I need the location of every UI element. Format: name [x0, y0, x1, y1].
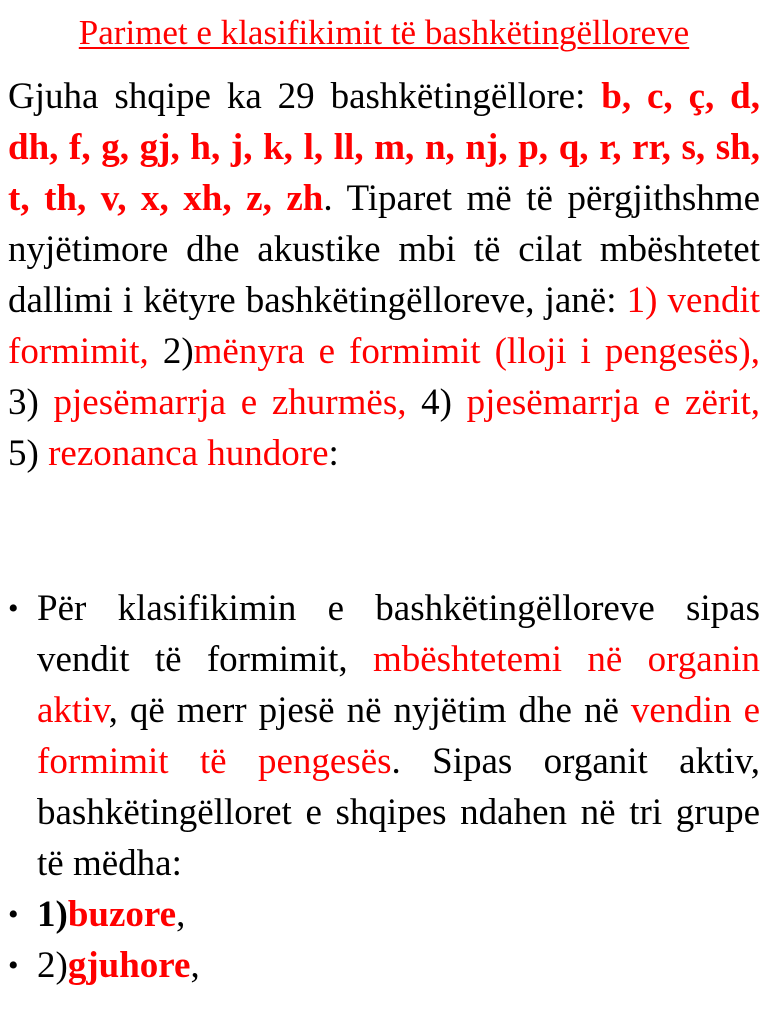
criterion-2: mënyra e formimit (lloji i pengesës), [193, 331, 760, 372]
criterion-4: pjesëmarrja e zërit, [466, 382, 761, 423]
intro-end: : [328, 433, 339, 474]
criterion-1: 1) vendit formimit, [8, 280, 761, 372]
intro-lead: Gjuha shqipe ka 29 bashkëtingëllore: [8, 76, 602, 117]
bullet-text: . Sipas organit aktiv, bashkëtingëlloret e shqipes ndahen në tri grupe të mëdha: [37, 741, 760, 884]
criterion-2-number: 2) [148, 331, 194, 372]
intro-paragraph [8, 71, 760, 479]
bullet-list [8, 583, 760, 991]
intro-text: . Tiparet më të përgjithshme nyjëtimore dhe akustike mbi të cilat mbështetet dallimi i këtyre bashkëtingëlloreve, janë: [8, 178, 760, 321]
group-end: , [190, 945, 200, 986]
group-end: , [176, 894, 186, 935]
criterion-3-number: 3) [8, 382, 54, 423]
group-number: 2) [37, 945, 68, 986]
consonant-list: b, c, ç, d, dh, f, g, gj, h, j, k, l, ll, m, n, nj, p, q, r, rr, s, sh, t, th, v, x, xh, z, zh [8, 76, 760, 219]
bullet-icon: • [8, 949, 19, 982]
bullet-text: , që merr pjesë në nyjëtim dhe në [108, 690, 631, 731]
group-number: 1) [37, 894, 68, 935]
criterion-4-number: 4) [406, 382, 467, 423]
group-label: gjuhore [67, 945, 191, 986]
criterion-5: rezonanca hundore [48, 433, 329, 474]
bullet-icon: • [8, 898, 19, 931]
bullet-icon: • [8, 592, 19, 625]
bullet-item-gjuhore [8, 940, 760, 991]
bullet-item-buzore [8, 889, 760, 940]
slide-title: Parimet e klasifikimit të bashkëtingëlloreve [78, 13, 690, 52]
group-label: buzore [67, 894, 177, 935]
criterion-3: pjesëmarrja e zhurmës, [53, 382, 407, 423]
bullet-text: Për klasifikimin e bashkëtingëlloreve sipas vendit të formimit, [37, 588, 760, 680]
criterion-5-number: 5) [8, 433, 49, 474]
bullet-item-classification [8, 583, 760, 889]
bullet-highlight: vendin e formimit të pengesës [37, 690, 760, 782]
bullet-highlight: mbështetemi në organin aktiv [37, 639, 760, 731]
